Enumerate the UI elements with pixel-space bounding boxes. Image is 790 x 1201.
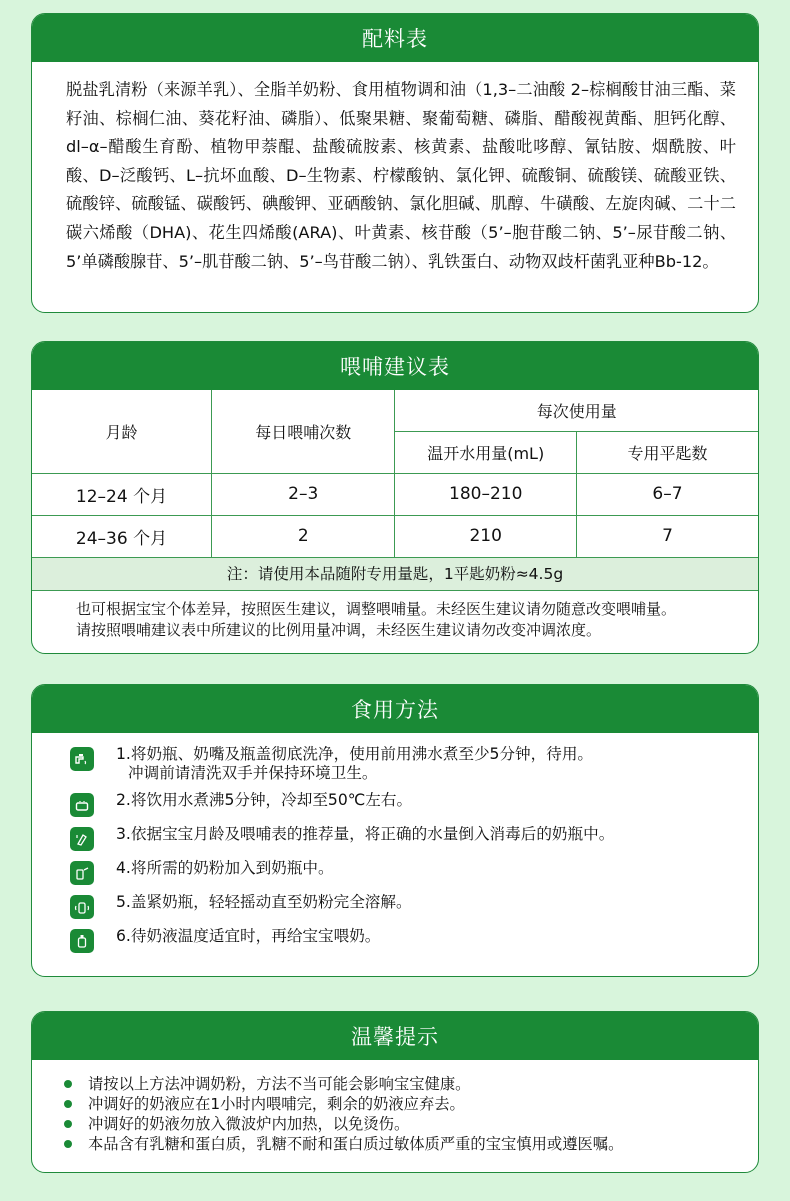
shake-icon — [70, 895, 94, 919]
method-step — [70, 927, 758, 953]
method-steps — [32, 733, 758, 953]
step-text-continued: 冲调前请清洗双手并保持环境卫生。 — [128, 764, 378, 782]
step-text: 5.盖紧奶瓶，轻轻摇动直至奶粉完全溶解。 — [116, 893, 412, 911]
feeding-title: 喂哺建议表 — [32, 342, 758, 390]
feeding-table — [32, 390, 758, 558]
list-item: 冲调好的奶液应在1小时内喂哺完，剩余的奶液应弃去。 — [88, 1094, 758, 1114]
row-scoops: 6–7 — [576, 473, 758, 515]
row-scoops: 7 — [576, 515, 758, 557]
feeding-card — [31, 341, 759, 654]
advice-line: 也可根据宝宝个体差异，按照医生建议，调整喂哺量。未经医生建议请勿随意改变喂哺量。 — [76, 599, 677, 618]
list-item: 请按以上方法冲调奶粉，方法不当可能会影响宝宝健康。 — [88, 1074, 758, 1094]
ingredients-card — [31, 13, 759, 313]
pot-icon — [70, 793, 94, 817]
row-age: 24–36 个月 — [32, 515, 212, 557]
header-water: 温开水用量(mL) — [395, 431, 577, 473]
table-row — [32, 473, 758, 515]
step-text: 3.依据宝宝月龄及喂哺表的推荐量，将正确的水量倒入消毒后的奶瓶中。 — [116, 825, 615, 843]
table-row — [32, 515, 758, 557]
list-item: 冲调好的奶液勿放入微波炉内加热，以免烫伤。 — [88, 1114, 758, 1134]
advice-line: 请按照喂哺建议表中所建议的比例用量冲调，未经医生建议请勿改变冲调浓度。 — [76, 620, 602, 639]
ingredients-text: 脱盐乳清粉（来源羊乳）、全脂羊奶粉、食用植物调和油（1,3–二油酸 2–棕榈酸甘油三酯、菜籽油、棕榈仁油、葵花籽油、磷脂）、低聚果糖、聚葡萄糖、磷脂、醋酸视黄酯、胆钙化醇、dl–α–醋酸生育酚、植物甲萘醌、盐酸硫胺素、核黄素、盐酸吡哆醇、氰钴胺、烟酰胺、叶酸、D–泛酸钙、L–抗坏血酸、D–生物素、柠檬酸钠、氯化钾、硫酸铜、硫酸镁、硫酸亚铁、硫酸锌、硫酸锰、碳酸钙、碘酸钾、亚硒酸钠、氯化胆碱、肌醇、牛磺酸、左旋肉碱、二十二碳六烯酸（DHA)、花生四烯酸(ARA)、叶黄素、核苷酸（5’–胞苷酸二钠、5’–尿苷酸二钠、5’单磷酸腺苷、5’–肌苷酸二钠、5’–鸟苷酸二钠）、乳铁蛋白、动物双歧杆菌乳亚种Bb-12。 — [66, 80, 736, 271]
tips-title: 温馨提示 — [32, 1012, 758, 1060]
header-age: 月龄 — [32, 390, 212, 473]
header-times: 每日喂哺次数 — [212, 390, 395, 473]
method-step — [70, 893, 758, 919]
method-step — [70, 859, 758, 885]
row-water: 180–210 — [395, 473, 577, 515]
faucet-icon — [70, 747, 94, 771]
tips-card — [31, 1011, 759, 1173]
pour-icon — [70, 827, 94, 851]
step-text: 2.将饮用水煮沸5分钟，冷却至50℃左右。 — [116, 791, 413, 809]
step-text: 6.待奶液温度适宜时，再给宝宝喂奶。 — [116, 927, 381, 945]
header-scoops: 专用平匙数 — [576, 431, 758, 473]
row-age: 12–24 个月 — [32, 473, 212, 515]
ingredients-title: 配料表 — [32, 14, 758, 62]
step-text: 1.将奶瓶、奶嘴及瓶盖彻底洗净，使用前用沸水煮至少5分钟，待用。 — [116, 745, 594, 763]
method-step — [70, 825, 758, 851]
row-times: 2–3 — [212, 473, 395, 515]
method-title: 食用方法 — [32, 685, 758, 733]
method-step — [70, 791, 758, 817]
scoop-note: 注：请使用本品随附专用量匙，1平匙奶粉≈4.5g — [32, 558, 758, 591]
list-item: 本品含有乳糖和蛋白质，乳糖不耐和蛋白质过敏体质严重的宝宝慎用或遵医嘱。 — [88, 1134, 758, 1154]
row-water: 210 — [395, 515, 577, 557]
method-card — [31, 684, 759, 977]
step-text: 4.将所需的奶粉加入到奶瓶中。 — [116, 859, 334, 877]
tips-list — [32, 1060, 758, 1154]
method-step — [70, 745, 758, 783]
scoop-icon — [70, 861, 94, 885]
bottle-icon — [70, 929, 94, 953]
row-times: 2 — [212, 515, 395, 557]
feeding-advice — [32, 591, 758, 641]
header-per-use: 每次使用量 — [395, 390, 758, 431]
